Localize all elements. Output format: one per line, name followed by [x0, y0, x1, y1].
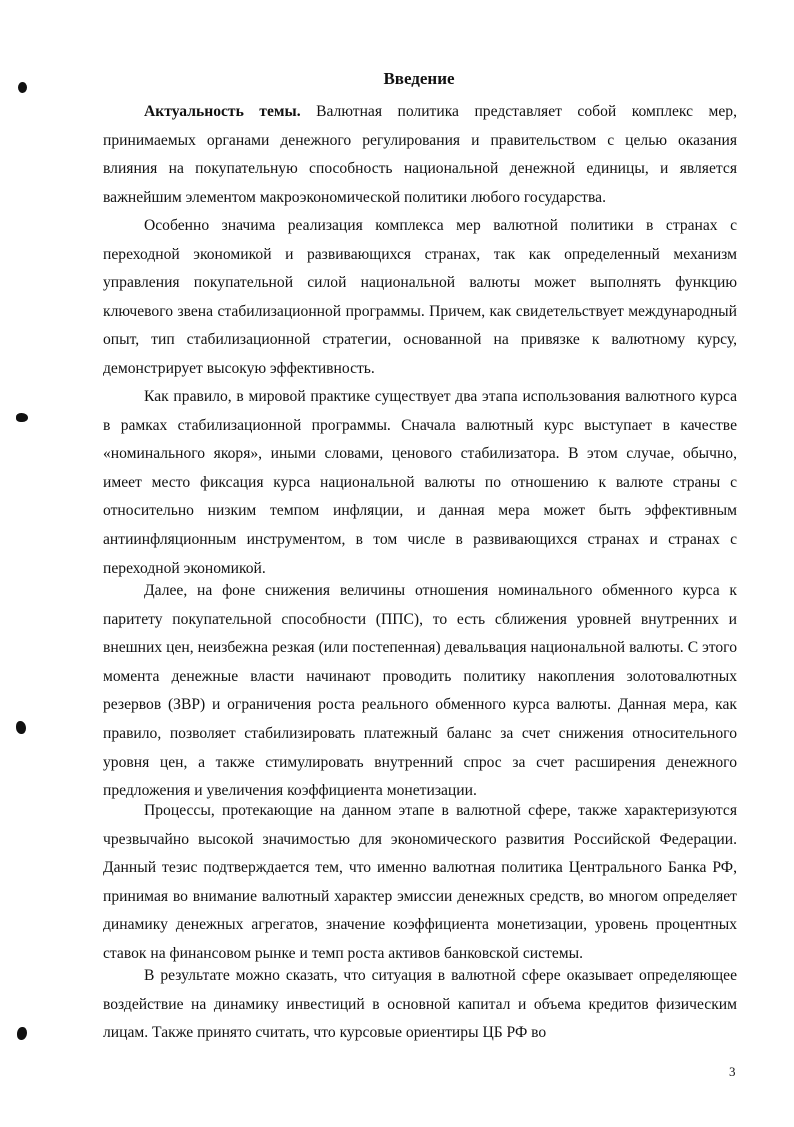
paragraph-text: В результате можно сказать, что ситуация в валютной сфере оказывает определяющее воздействие на динамику инвестиций в основной капитал и объема кредитов физическим лицам. Также принято считать, что курсовые ориентиры ЦБ РФ во	[103, 967, 737, 1042]
paragraph-text: Далее, на фоне снижения величины отношения номинального обменного курса к паритету покупательной способности (ППС), то есть сближения уровней внутренних и внешних цен, неизбежна резкая (или постепенная) девальвация национальной валюты. С этого момента денежные власти начинают проводить политику накопления золотовалютных резервов (ЗВР) и ограничения роста реального обменного курса валюты. Данная мера, как правило, позволяет стабилизировать платежный баланс за счет снижения относительного уровня цен, а также стимулировать внутренний спрос за счет расширения денежного предложения и увеличения коэффициента монетизации.	[103, 582, 737, 800]
paragraph	[103, 383, 737, 583]
paragraph	[103, 962, 737, 1048]
paragraph-relevance	[103, 98, 737, 212]
paragraph-lead: Актуальность темы.	[144, 103, 301, 120]
paragraph-text: Валютная политика представляет собой комплекс мер, принимаемых органами денежного регулирования и правительством с целью оказания влияния на покупательную способность национальной денежной единицы, и является важнейшим элементом макроэкономической политики любого государства.	[103, 103, 737, 206]
paragraph-text: Процессы, протекающие на данном этапе в валютной сфере, также характеризуются чрезвычайно высокой значимостью для экономического развития Российской Федерации. Данный тезис подтверждается тем, что именно валютная политика Центрального Банка РФ, принимая во внимание валютный характер эмиссии денежных средств, во многом определяет динамику денежных агрегатов, значение коэффициента монетизации, уровень процентных ставок на финансовом рынке и темп роста активов банковской системы.	[103, 802, 737, 962]
page-number: 3	[729, 1064, 736, 1079]
paragraph-text: Особенно значима реализация комплекса мер валютной политики в странах с переходной экономикой и развивающихся странах, так как определенный механизм управления покупательной силой национальной валюты может выполнять функцию ключевого звена стабилизационной программы. Причем, как свидетельствует международный опыт, тип стабилизационной стратегии, основанной на привязке к валютному курсу, демонстрирует высокую эффективность.	[103, 217, 737, 377]
paragraph	[103, 212, 737, 384]
section-heading: Введение	[383, 69, 455, 88]
paragraph	[103, 797, 737, 969]
punch-hole-mark	[16, 413, 28, 422]
paragraph-text: Как правило, в мировой практике существует два этапа использования валютного курса в рамках стабилизационной программы. Сначала валютный курс выступает в качестве «номинального якоря», иными словами, ценового стабилизатора. В этом случае, обычно, имеет место фиксация курса национальной валюты по отношению к валюте страны с относительно низким темпом инфляции, и данная мера может быть эффективным антиинфляционным инструментом, в том числе в развивающихся странах и странах с переходной экономикой.	[103, 388, 737, 577]
punch-hole-mark	[17, 1027, 27, 1040]
paragraph	[103, 577, 737, 806]
punch-hole-mark	[16, 721, 26, 734]
